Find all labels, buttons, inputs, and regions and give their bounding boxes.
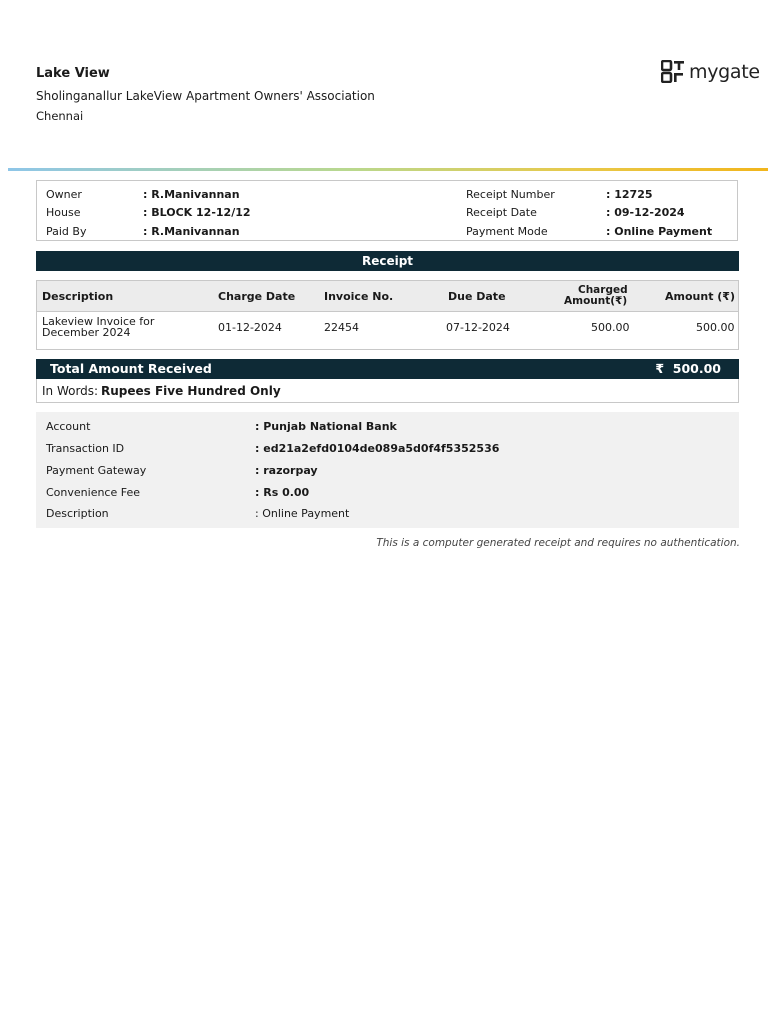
col-charged-amount-line1: Charged (578, 284, 628, 296)
row-invoice-no: 22454 (324, 321, 359, 334)
row-amount: 500.00 (696, 321, 735, 334)
house-value: : BLOCK 12-12/12 (143, 206, 251, 219)
row-description-line1: Lakeview Invoice for (42, 315, 155, 328)
account-label: Account (46, 420, 91, 433)
total-band (36, 359, 739, 379)
logo-text: mygate (689, 60, 760, 83)
receipt-number-value: : 12725 (606, 188, 653, 201)
receipt-title-band: Receipt (36, 251, 739, 271)
row-due-date: 07-12-2024 (446, 321, 510, 334)
amount-in-words (36, 379, 739, 403)
in-words-label: In Words: (42, 384, 99, 398)
mygate-logo-icon (661, 60, 685, 83)
row-charge-date: 01-12-2024 (218, 321, 282, 334)
payment-description-label: Description (46, 507, 109, 520)
rupee-icon: ₹ (655, 361, 665, 376)
paid-by-label: Paid By (46, 225, 87, 238)
charges-table-header (37, 281, 738, 312)
association-short-name: Lake View (36, 66, 110, 81)
mygate-logo (661, 60, 760, 83)
association-city: Chennai (36, 109, 84, 123)
col-charge-date: Charge Date (218, 290, 296, 303)
payment-details (36, 412, 739, 528)
total-amount-value: 500.00 (672, 361, 721, 376)
association-header (36, 66, 736, 123)
col-invoice-no: Invoice No. (324, 290, 394, 303)
association-full-name: Sholinganallur LakeView Apartment Owners' Association (36, 89, 375, 103)
owner-label: Owner (46, 188, 82, 201)
payment-description-value: : Online Payment (255, 507, 350, 520)
in-words-value: Rupees Five Hundred Only (101, 384, 281, 398)
col-amount: Amount (₹) (665, 290, 735, 303)
transaction-id-value: : ed21a2efd0104de089a5d0f4f5352536 (255, 442, 500, 455)
owner-value: : R.Manivannan (143, 188, 240, 201)
receipt-date-label: Receipt Date (466, 206, 537, 219)
total-amount (655, 359, 721, 379)
row-charged-amount: 500.00 (591, 321, 630, 334)
convenience-fee-label: Convenience Fee (46, 486, 140, 499)
convenience-fee-value: : Rs 0.00 (255, 486, 310, 499)
receipt-info-box (36, 180, 738, 241)
header-divider (8, 168, 768, 171)
payment-mode-label: Payment Mode (466, 225, 548, 238)
transaction-id-label: Transaction ID (46, 442, 125, 455)
col-charged-amount-line2: Amount(₹) (564, 295, 628, 307)
footer-note: This is a computer generated receipt and requires no authentication. (376, 537, 740, 549)
row-description-line2: December 2024 (42, 326, 131, 339)
payment-gateway-label: Payment Gateway (46, 464, 147, 477)
account-value: : Punjab National Bank (255, 420, 397, 433)
col-due-date: Due Date (448, 290, 506, 303)
receipt-date-value: : 09-12-2024 (606, 206, 685, 219)
col-description: Description (42, 290, 114, 303)
payment-mode-value: : Online Payment (606, 225, 713, 238)
receipt-number-label: Receipt Number (466, 188, 555, 201)
house-label: House (46, 206, 81, 219)
paid-by-value: : R.Manivannan (143, 225, 240, 238)
charges-table (36, 280, 739, 350)
payment-gateway-value: : razorpay (255, 464, 318, 477)
total-label: Total Amount Received (50, 361, 212, 376)
